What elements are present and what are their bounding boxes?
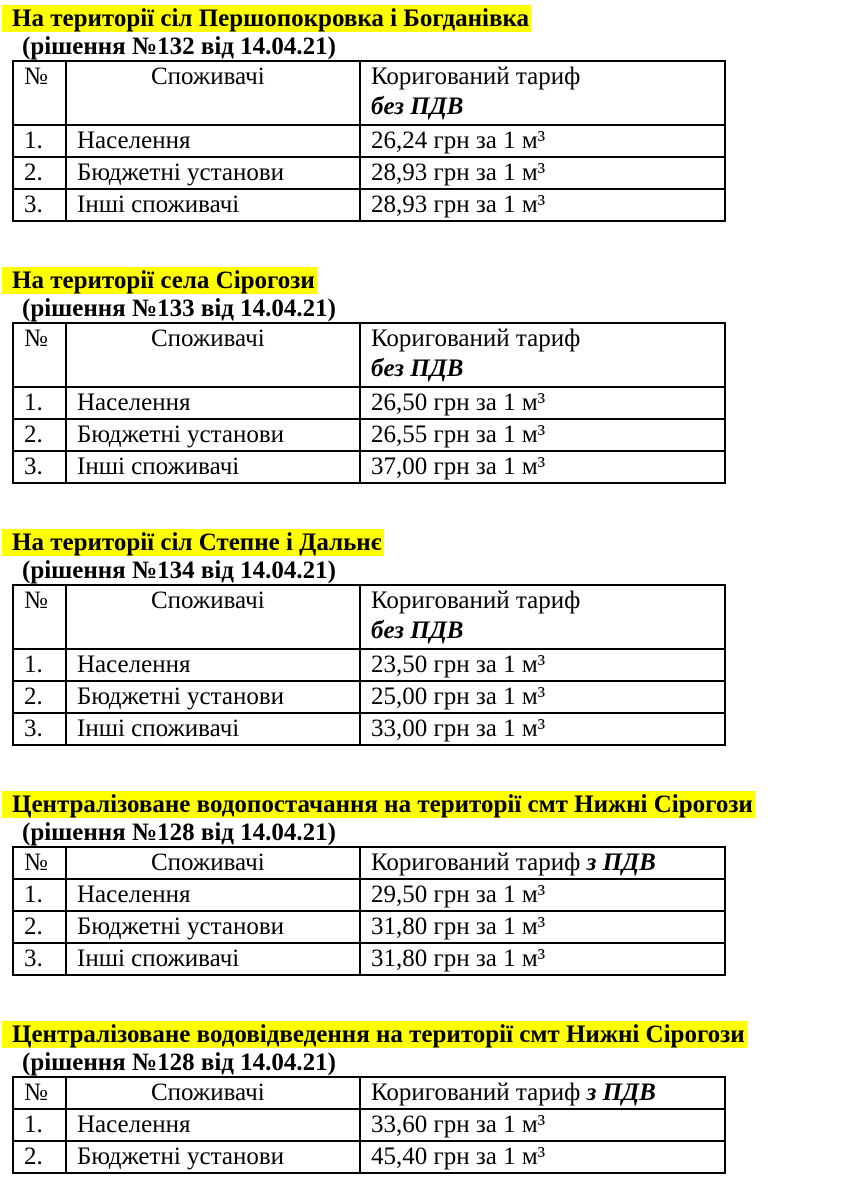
table-row (13, 713, 725, 745)
table-header-row (13, 847, 725, 879)
row-tariff: 28,93 грн за 1 м³ (360, 189, 725, 221)
header-tariff: Коригований тариф з ПДВ (360, 1077, 725, 1109)
table-row (13, 419, 725, 451)
row-tariff: 25,00 грн за 1 м³ (360, 681, 725, 713)
section-title: На території села Сірогози (12, 266, 842, 296)
row-consumer: Бюджетні установи (66, 419, 360, 451)
table-row (13, 911, 725, 943)
section-title: На території сіл Степне і Дальнє (12, 528, 842, 558)
section-title: Централізоване водовідведення на території смт Нижні Сірогози (12, 1020, 842, 1050)
header-consumers: Споживачі (66, 1077, 360, 1109)
header-consumers: Споживачі (66, 323, 360, 387)
with-vat-label: з ПДВ (586, 849, 656, 876)
row-consumer: Населення (66, 1109, 360, 1141)
table-row (13, 387, 725, 419)
row-tariff: 26,55 грн за 1 м³ (360, 419, 725, 451)
row-tariff: 28,93 грн за 1 м³ (360, 157, 725, 189)
row-consumer: Населення (66, 649, 360, 681)
row-tariff: 31,80 грн за 1 м³ (360, 943, 725, 975)
row-tariff: 31,80 грн за 1 м³ (360, 911, 725, 943)
row-tariff: 45,40 грн за 1 м³ (360, 1141, 725, 1173)
header-consumers: Споживачі (66, 61, 360, 125)
section-title: На території сіл Першопокровка і Богданівка (12, 4, 842, 34)
row-number: 1. (13, 649, 66, 681)
row-consumer: Бюджетні установи (66, 1141, 360, 1173)
decision-reference: (рішення №132 від 14.04.21) (22, 33, 337, 60)
table-header-row (13, 585, 725, 649)
row-tariff: 26,50 грн за 1 м³ (360, 387, 725, 419)
header-number: № (13, 323, 66, 387)
row-consumer: Населення (66, 879, 360, 911)
row-consumer: Бюджетні установи (66, 681, 360, 713)
decision-reference: (рішення №128 від 14.04.21) (22, 1049, 337, 1076)
row-consumer: Інші споживачі (66, 189, 360, 221)
table-row (13, 681, 725, 713)
row-tariff: 26,24 грн за 1 м³ (360, 125, 725, 157)
table-row (13, 451, 725, 483)
row-consumer: Бюджетні установи (66, 157, 360, 189)
row-tariff: 37,00 грн за 1 м³ (360, 451, 725, 483)
row-number: 1. (13, 1109, 66, 1141)
row-tariff: 29,50 грн за 1 м³ (360, 879, 725, 911)
no-vat-label: без ПДВ (371, 617, 464, 644)
row-number: 2. (13, 911, 66, 943)
header-number: № (13, 61, 66, 125)
row-number: 1. (13, 125, 66, 157)
header-consumers: Споживачі (66, 847, 360, 879)
row-consumer: Бюджетні установи (66, 911, 360, 943)
row-number: 3. (13, 713, 66, 745)
row-number: 2. (13, 681, 66, 713)
row-number: 3. (13, 189, 66, 221)
table-row (13, 189, 725, 221)
row-number: 3. (13, 943, 66, 975)
row-consumer: Населення (66, 387, 360, 419)
row-consumer: Населення (66, 125, 360, 157)
with-vat-label: з ПДВ (586, 1079, 656, 1106)
row-consumer: Інші споживачі (66, 713, 360, 745)
decision-reference: (рішення №133 від 14.04.21) (22, 295, 337, 322)
row-consumer: Інші споживачі (66, 943, 360, 975)
table-row (13, 1109, 725, 1141)
header-consumers: Споживачі (66, 585, 360, 649)
row-tariff: 33,00 грн за 1 м³ (360, 713, 725, 745)
row-number: 2. (13, 419, 66, 451)
row-tariff: 33,60 грн за 1 м³ (360, 1109, 725, 1141)
table-row (13, 157, 725, 189)
decision-reference: (рішення №134 від 14.04.21) (22, 557, 337, 584)
section-title: Централізоване водопостачання на території смт Нижні Сірогози (12, 790, 842, 820)
table-row (13, 125, 725, 157)
table-row (13, 649, 725, 681)
header-tariff: Коригований тариф без ПДВ (360, 323, 725, 387)
tariff-table (12, 584, 726, 746)
tariff-section-4 (12, 790, 842, 976)
header-tariff: Коригований тариф без ПДВ (360, 61, 725, 125)
no-vat-label: без ПДВ (371, 93, 464, 120)
header-number: № (13, 585, 66, 649)
table-row (13, 879, 725, 911)
table-header-row (13, 1077, 725, 1109)
header-tariff: Коригований тариф без ПДВ (360, 585, 725, 649)
row-tariff: 23,50 грн за 1 м³ (360, 649, 725, 681)
header-tariff: Коригований тариф з ПДВ (360, 847, 725, 879)
row-number: 2. (13, 1141, 66, 1173)
tariff-table (12, 846, 726, 976)
table-header-row (13, 61, 725, 125)
table-row (13, 1141, 725, 1173)
row-number: 1. (13, 879, 66, 911)
no-vat-label: без ПДВ (371, 355, 464, 382)
row-number: 1. (13, 387, 66, 419)
tariff-section-2 (12, 266, 842, 484)
tariff-section-5 (12, 1020, 842, 1174)
header-number: № (13, 1077, 66, 1109)
table-row (13, 943, 725, 975)
tariff-section-1 (12, 4, 842, 222)
tariff-table (12, 60, 726, 222)
header-number: № (13, 847, 66, 879)
row-number: 3. (13, 451, 66, 483)
tariff-section-3 (12, 528, 842, 746)
tariff-table (12, 322, 726, 484)
row-number: 2. (13, 157, 66, 189)
table-header-row (13, 323, 725, 387)
row-consumer: Інші споживачі (66, 451, 360, 483)
decision-reference: (рішення №128 від 14.04.21) (22, 819, 337, 846)
tariff-table (12, 1076, 726, 1174)
